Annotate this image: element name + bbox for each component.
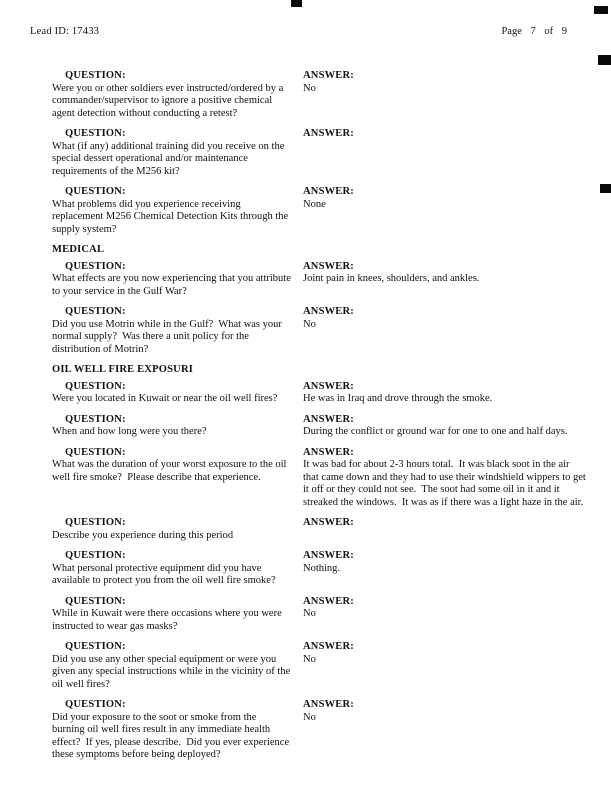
section	[52, 70, 587, 236]
answer-text: Joint pain in knees, shoulders, and ankles.	[303, 273, 480, 284]
section-title: MEDICAL	[52, 244, 105, 255]
answer-text: Nothing.	[303, 562, 341, 574]
answer-block	[303, 70, 587, 95]
question-block	[52, 517, 303, 542]
section-items	[52, 261, 587, 357]
qa-item	[52, 641, 587, 691]
question-text: Did your exposure to the soot or smoke from the burning oil well fires result in any immediate health effect? If yes, please describe. Did you ever experience these symptoms before being deployed?	[52, 711, 292, 760]
question-text: What was the duration of your worst exposure to the oil well fire smoke? Please describe that experience.	[52, 459, 290, 483]
answer-block	[303, 128, 587, 141]
qa-item	[52, 550, 587, 588]
question-block	[52, 699, 303, 762]
question-text: When and how long were you there?	[52, 426, 207, 437]
question-block	[52, 414, 303, 439]
question-block	[52, 381, 303, 406]
answer-text: No	[303, 711, 316, 723]
page-header	[0, 0, 611, 37]
question-text: Describe you experience during this period	[52, 529, 234, 541]
question-block	[52, 261, 303, 299]
answer-block	[303, 699, 587, 724]
scan-artifact	[291, 0, 302, 7]
answer-text: During the conflict or ground war for one to one and half days.	[303, 426, 568, 437]
question-text: Were you or other soldiers ever instructed/ordered by a commander/supervisor to ignore a positive chemical agent detection without conducting a retest?	[52, 82, 286, 119]
section-title: OIL WELL FIRE EXPOSURI	[52, 364, 194, 375]
question-label: QUESTION:	[65, 699, 126, 710]
question-label: QUESTION:	[65, 260, 126, 272]
answer-label: ANSWER:	[303, 70, 354, 81]
question-label: QUESTION:	[65, 70, 126, 81]
question-label: QUESTION:	[65, 128, 126, 139]
qa-item	[52, 596, 587, 634]
qa-item	[52, 261, 587, 299]
answer-label: ANSWER:	[303, 517, 354, 528]
lead-id-value: 17433	[71, 26, 100, 37]
question-text: What personal protective equipment did you have available to protect you from the oil well fire smoke?	[52, 562, 276, 586]
question-block	[52, 550, 303, 588]
answer-label: ANSWER:	[303, 595, 354, 607]
answer-block	[303, 641, 587, 666]
qa-item	[52, 128, 587, 178]
question-block	[52, 306, 303, 356]
answer-label: ANSWER:	[303, 413, 354, 425]
qa-item	[52, 699, 587, 762]
question-block	[52, 128, 303, 178]
question-block	[52, 641, 303, 691]
section	[52, 364, 587, 762]
answer-block	[303, 447, 587, 510]
answer-text: No	[303, 608, 316, 619]
question-label: QUESTION:	[65, 186, 126, 197]
question-label: QUESTION:	[65, 446, 126, 458]
answer-block	[303, 517, 587, 530]
page-current: 7	[530, 26, 536, 37]
answer-block	[303, 186, 587, 211]
section-items	[52, 70, 587, 236]
answer-block	[303, 261, 587, 286]
question-block	[52, 186, 303, 236]
answer-text: He was in Iraq and drove through the smoke.	[303, 393, 493, 404]
answer-text: None	[303, 198, 326, 210]
question-label: QUESTION:	[65, 550, 126, 561]
page-total: 9	[561, 26, 567, 37]
answer-label: ANSWER:	[303, 550, 354, 561]
lead-id	[30, 26, 99, 37]
question-label: QUESTION:	[65, 517, 126, 528]
scan-artifact	[598, 55, 611, 65]
question-text: Did you use any other special equipment or were you given any special instructions while in the vicinity of the oil well fires?	[52, 653, 293, 690]
question-text: What effects are you now experiencing that you attribute to your service in the Gulf War?	[52, 273, 294, 297]
scan-artifact	[600, 184, 611, 193]
of-label: of	[544, 26, 554, 37]
page-label: Page	[501, 26, 522, 37]
qa-item	[52, 414, 587, 439]
answer-text: It was bad for about 2-3 hours total. It was black soot in the air that came down and they had to use their windshield wippers to get it off or they could not see. The soot had some oil in it and it streaked the windows. It was as if there was a light haze in the air.	[303, 459, 589, 508]
qa-item	[52, 306, 587, 356]
answer-label: ANSWER:	[303, 446, 354, 458]
scan-artifact	[594, 6, 608, 14]
question-label: QUESTION:	[65, 641, 126, 652]
question-text: Were you located in Kuwait or near the oil well fires?	[52, 393, 278, 404]
answer-label: ANSWER:	[303, 306, 354, 317]
section-items	[52, 381, 587, 762]
question-label: QUESTION:	[65, 380, 126, 392]
section	[52, 244, 587, 356]
page-number	[501, 26, 567, 37]
question-text: What (if any) additional training did you receive on the special dessert operational and/or maintenance requirements of the M256 kit?	[52, 140, 288, 177]
answer-block	[303, 381, 587, 406]
qa-item	[52, 70, 587, 120]
answer-text: No	[303, 318, 316, 330]
answer-label: ANSWER:	[303, 128, 354, 139]
answer-label: ANSWER:	[303, 699, 354, 710]
qa-item	[52, 447, 587, 510]
answer-label: ANSWER:	[303, 260, 354, 272]
answer-block	[303, 596, 587, 621]
qa-item	[52, 381, 587, 406]
question-block	[52, 596, 303, 634]
question-text: While in Kuwait were there occasions where you were instructed to wear gas masks?	[52, 608, 285, 632]
qa-sections	[0, 70, 611, 762]
answer-label: ANSWER:	[303, 186, 354, 197]
answer-block	[303, 306, 587, 331]
question-block	[52, 70, 303, 120]
answer-block	[303, 550, 587, 575]
answer-block	[303, 414, 587, 439]
qa-item	[52, 517, 587, 542]
answer-label: ANSWER:	[303, 380, 354, 392]
question-text: Did you use Motrin while in the Gulf? What was your normal supply? Was there a unit policy for the distribution of Motrin?	[52, 318, 285, 355]
question-label: QUESTION:	[65, 306, 126, 317]
question-text: What problems did you experience receiving replacement M256 Chemical Detection Kits through the supply system?	[52, 198, 291, 235]
answer-text: No	[303, 82, 316, 94]
question-label: QUESTION:	[65, 413, 126, 425]
answer-text: No	[303, 653, 316, 665]
question-block	[52, 447, 303, 485]
question-label: QUESTION:	[65, 595, 126, 607]
lead-id-label: Lead ID:	[30, 26, 70, 37]
qa-item	[52, 186, 587, 236]
answer-label: ANSWER:	[303, 641, 354, 652]
